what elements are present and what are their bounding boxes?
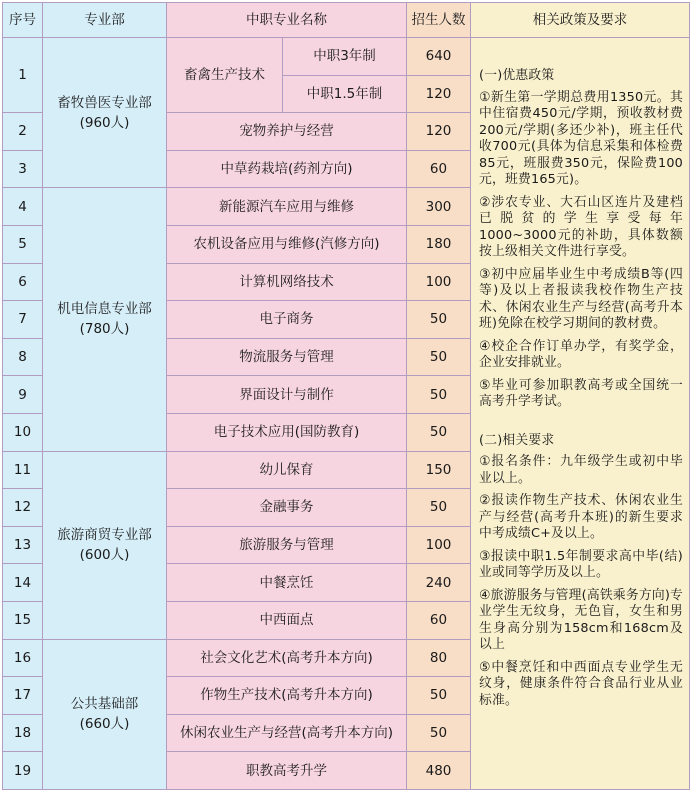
major-name: 作物生产技术(高考升本方向) — [167, 677, 407, 715]
enroll-count: 60 — [407, 150, 471, 188]
row-seq: 17 — [3, 677, 43, 715]
policy-item: ②涉农专业、大石山区连片及建档已脱贫的学生享受每年1000~3000元的补助，具体数额按上级相关文件进行享受。 — [479, 194, 683, 259]
row-seq: 18 — [3, 714, 43, 752]
header-seq: 序号 — [3, 3, 43, 38]
enroll-count: 240 — [407, 564, 471, 602]
policy-item: ①报名条件：九年级学生或初中毕业以上。 — [479, 454, 683, 486]
row-seq: 1 — [3, 38, 43, 113]
policy-item: ①新生第一学期总费用1350元。其中住宿费450元/学期，预收教材费200元/学期(多还少补)，班主任代收700元(具体为信息采集和体检费85元，班服费350元，保险费100元，班费165元)。 — [479, 89, 683, 187]
major-name: 电子商务 — [167, 301, 407, 339]
row-seq: 9 — [3, 376, 43, 414]
major-name: 畜禽生产技术 — [167, 38, 283, 113]
policy-item: ④旅游服务与管理(高铁乘务方向)专业学生无纹身，无色盲，女生和男生身高分别为158cm和168cm及以上 — [479, 587, 684, 652]
policy-item: ⑤毕业可参加职教高考或全国统一高考升学考试。 — [479, 377, 683, 409]
dept-count: (780人) — [79, 321, 130, 338]
row-seq: 6 — [3, 263, 43, 301]
dept-name: 畜牧兽医专业部 — [57, 94, 152, 111]
enroll-count: 50 — [407, 489, 471, 527]
enroll-count: 50 — [407, 677, 471, 715]
policy-item: ③报读中职1.5年制要求高中毕(结)业或同等学历及以上。 — [479, 548, 683, 580]
dept-count: (660人) — [79, 716, 130, 733]
row-seq: 12 — [3, 489, 43, 527]
enroll-count: 100 — [407, 526, 471, 564]
policy-cell — [471, 38, 690, 790]
major-name: 金融事务 — [167, 489, 407, 527]
major-sub: 中职3年制 — [283, 38, 407, 76]
enroll-count: 50 — [407, 714, 471, 752]
enroll-count: 50 — [407, 413, 471, 451]
enroll-count: 480 — [407, 752, 471, 790]
enroll-count: 50 — [407, 301, 471, 339]
enroll-count: 50 — [407, 376, 471, 414]
dept-cell — [43, 639, 167, 789]
dept-count: (600人) — [79, 547, 130, 564]
major-name: 电子技术应用(国防教育) — [167, 413, 407, 451]
row-seq: 16 — [3, 639, 43, 677]
major-name: 新能源汽车应用与维修 — [167, 188, 407, 226]
major-name: 物流服务与管理 — [167, 338, 407, 376]
major-name: 中西面点 — [167, 601, 407, 639]
row-seq: 10 — [3, 413, 43, 451]
dept-count: (960人) — [79, 114, 130, 131]
major-name: 旅游服务与管理 — [167, 526, 407, 564]
row-seq: 19 — [3, 752, 43, 790]
enroll-count: 180 — [407, 225, 471, 263]
row-seq: 14 — [3, 564, 43, 602]
policy-section-1: (一)优惠政策 — [479, 68, 555, 83]
major-name: 界面设计与制作 — [167, 376, 407, 414]
enroll-count: 640 — [407, 38, 471, 76]
table-row — [3, 38, 690, 76]
header-enroll: 招生人数 — [407, 3, 471, 38]
major-name: 职教高考升学 — [167, 752, 407, 790]
row-seq: 4 — [3, 188, 43, 226]
policy-item: ③初中应届毕业生中考成绩B等(四等)及以上者报读我校作物生产技术、休闲农业生产与经营(高考升本班)免除在校学习期间的教材费。 — [479, 266, 683, 331]
major-sub: 中职1.5年制 — [283, 75, 407, 113]
dept-cell — [43, 38, 167, 188]
enroll-count: 50 — [407, 338, 471, 376]
major-name: 中餐烹饪 — [167, 564, 407, 602]
row-seq: 3 — [3, 150, 43, 188]
major-name: 中草药栽培(药剂方向) — [167, 150, 407, 188]
enroll-count: 80 — [407, 639, 471, 677]
policy-box — [471, 38, 689, 709]
row-seq: 13 — [3, 526, 43, 564]
major-name: 宠物养护与经营 — [167, 113, 407, 151]
header-major: 中职专业名称 — [167, 3, 407, 38]
enroll-count: 150 — [407, 451, 471, 489]
dept-name: 机电信息专业部 — [57, 301, 152, 318]
major-name: 社会文化艺术(高考升本方向) — [167, 639, 407, 677]
major-name: 农机设备应用与维修(汽修方向) — [167, 225, 407, 263]
enroll-count: 120 — [407, 113, 471, 151]
policy-item: ②报读作物生产技术、休闲农业生产与经营(高考升本班)的新生要求中考成绩C+及以上。 — [479, 493, 683, 541]
dept-cell — [43, 188, 167, 451]
policy-item: ⑤中餐烹饪和中西面点专业学生无纹身，健康条件符合食品行业从业标准。 — [479, 659, 683, 708]
policy-section-2: (二)相关要求 — [479, 432, 555, 448]
row-seq: 11 — [3, 451, 43, 489]
policy-item: ④校企合作订单办学，有奖学金，企业安排就业。 — [479, 338, 683, 370]
enroll-count: 300 — [407, 188, 471, 226]
row-seq: 8 — [3, 338, 43, 376]
enrollment-table — [2, 2, 690, 790]
row-seq: 2 — [3, 113, 43, 151]
dept-cell — [43, 451, 167, 639]
major-name: 休闲农业生产与经营(高考升本方向) — [167, 714, 407, 752]
dept-name: 公共基础部 — [70, 696, 139, 713]
enroll-count: 120 — [407, 75, 471, 113]
header-row — [3, 3, 690, 38]
major-name: 幼儿保育 — [167, 451, 407, 489]
row-seq: 5 — [3, 225, 43, 263]
header-dept: 专业部 — [43, 3, 167, 38]
row-seq: 7 — [3, 301, 43, 339]
dept-name: 旅游商贸专业部 — [57, 527, 152, 544]
header-policy: 相关政策及要求 — [471, 3, 690, 38]
enroll-count: 100 — [407, 263, 471, 301]
enroll-count: 60 — [407, 601, 471, 639]
row-seq: 15 — [3, 601, 43, 639]
major-name: 计算机网络技术 — [167, 263, 407, 301]
